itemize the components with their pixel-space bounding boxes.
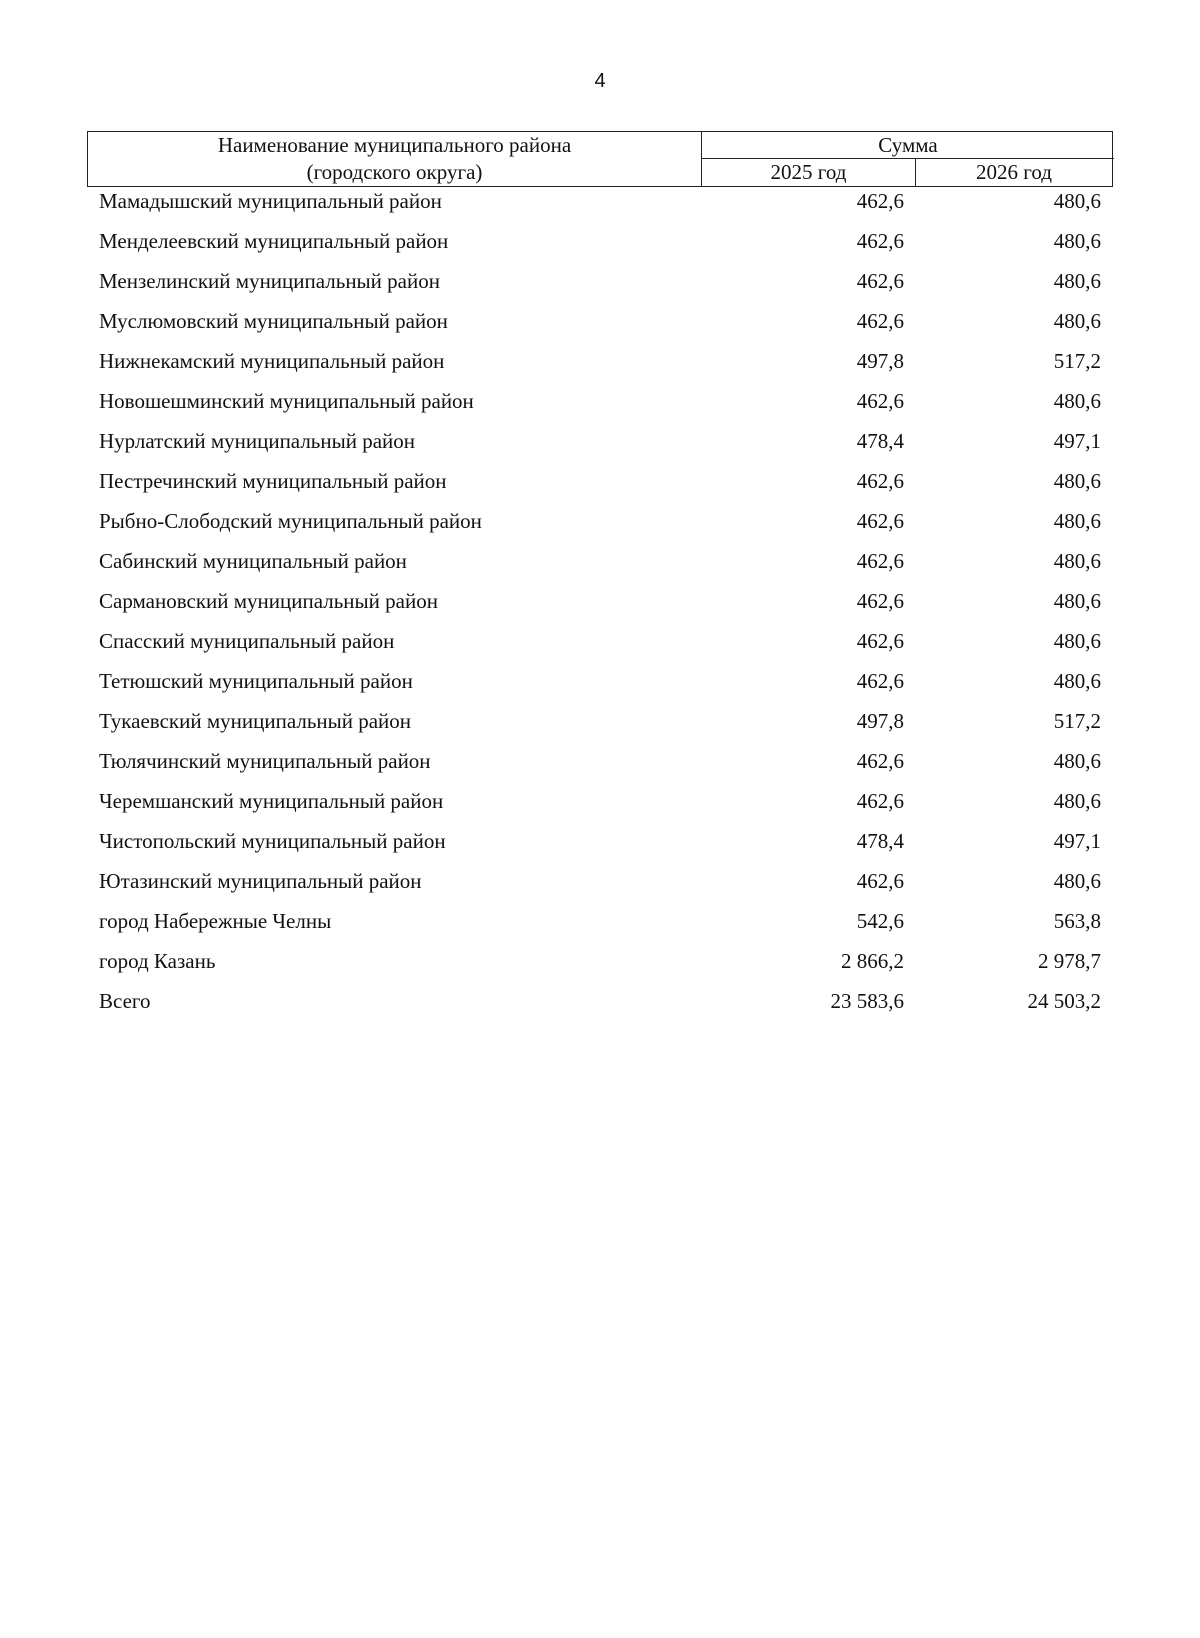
district-name: Рыбно-Слободский муниципальный район <box>99 509 482 533</box>
district-name: Всего <box>99 989 151 1013</box>
amount-2025: 462,6 <box>856 229 904 253</box>
header-year-2025: 2025 год <box>702 159 916 186</box>
amount-2025: 542,6 <box>856 909 904 933</box>
amount-2026: 24 503,2 <box>1027 989 1101 1013</box>
district-name: Пестречинский муниципальный район <box>99 469 447 493</box>
district-name: Сабинский муниципальный район <box>99 549 407 573</box>
amount-2026: 480,6 <box>1053 229 1101 253</box>
amount-2025: 478,4 <box>856 429 904 453</box>
amount-2026: 480,6 <box>1053 189 1101 213</box>
amount-2026: 480,6 <box>1053 749 1101 773</box>
amount-2026: 480,6 <box>1053 309 1101 333</box>
amount-2026: 480,6 <box>1053 869 1101 893</box>
amount-2025: 462,6 <box>856 589 904 613</box>
amount-2025: 462,6 <box>856 789 904 813</box>
district-name: город Набережные Челны <box>99 909 332 933</box>
table-row <box>0 905 1200 945</box>
amount-2026: 517,2 <box>1053 709 1101 733</box>
table-row <box>0 465 1200 505</box>
amount-2026: 497,1 <box>1053 429 1101 453</box>
table-row <box>0 385 1200 425</box>
amount-2025: 462,6 <box>856 269 904 293</box>
district-name: Тукаевский муниципальный район <box>99 709 412 733</box>
amount-2026: 480,6 <box>1053 269 1101 293</box>
district-name: Мензелинский муниципальный район <box>99 269 440 293</box>
amount-2026: 480,6 <box>1053 389 1101 413</box>
amount-2025: 462,6 <box>856 309 904 333</box>
table-row <box>0 945 1200 985</box>
district-name: Чистопольский муниципальный район <box>99 829 446 853</box>
amount-2025: 2 866,2 <box>841 949 904 973</box>
amount-2026: 480,6 <box>1053 669 1101 693</box>
district-name: Нижнекамский муниципальный район <box>99 349 445 373</box>
amount-2025: 462,6 <box>856 469 904 493</box>
amount-2026: 480,6 <box>1053 629 1101 653</box>
table-row <box>0 785 1200 825</box>
amount-2025: 462,6 <box>856 509 904 533</box>
table-row <box>0 705 1200 745</box>
table-row <box>0 345 1200 385</box>
amount-2026: 2 978,7 <box>1038 949 1101 973</box>
district-name: Муслюмовский муниципальный район <box>99 309 448 333</box>
table-row <box>0 985 1200 1025</box>
amount-2026: 563,8 <box>1053 909 1101 933</box>
header-year-2026: 2026 год <box>976 160 1052 184</box>
table-header <box>87 131 1113 187</box>
table-row <box>0 665 1200 705</box>
table-row <box>0 185 1200 225</box>
amount-2026: 480,6 <box>1053 469 1101 493</box>
table-row <box>0 865 1200 905</box>
amount-2026: 480,6 <box>1053 509 1101 533</box>
amount-2025: 23 583,6 <box>830 989 904 1013</box>
header-name-cell <box>88 132 702 186</box>
table-row <box>0 625 1200 665</box>
table-row <box>0 545 1200 585</box>
amount-2025: 462,6 <box>856 549 904 573</box>
table-row <box>0 265 1200 305</box>
table-row <box>0 305 1200 345</box>
district-name: Мамадышский муниципальный район <box>99 189 442 213</box>
amount-2025: 462,6 <box>856 749 904 773</box>
district-name: Менделеевский муниципальный район <box>99 229 449 253</box>
amount-2025: 497,8 <box>856 709 904 733</box>
amount-2026: 480,6 <box>1053 549 1101 573</box>
amount-2026: 497,1 <box>1053 829 1101 853</box>
amount-2025: 462,6 <box>856 629 904 653</box>
header-sum-cell: Сумма <box>702 132 1114 159</box>
amount-2025: 478,4 <box>856 829 904 853</box>
header-name-line1: Наименование муниципального района <box>217 133 572 157</box>
district-name: город Казань <box>99 949 216 973</box>
amount-2025: 462,6 <box>856 669 904 693</box>
amount-2025: 462,6 <box>856 389 904 413</box>
table-row <box>0 225 1200 265</box>
district-name: Нурлатский муниципальный район <box>99 429 416 453</box>
amount-2026: 480,6 <box>1053 789 1101 813</box>
table-row <box>0 425 1200 465</box>
page-number: 4 <box>594 70 606 92</box>
district-name: Новошешминский муниципальный район <box>99 389 474 413</box>
amount-2025: 462,6 <box>856 869 904 893</box>
header-name-line2: (городского округа) <box>306 160 483 184</box>
table-row <box>0 505 1200 545</box>
table-row <box>0 745 1200 785</box>
district-name: Тетюшский муниципальный район <box>99 669 413 693</box>
table-row <box>0 825 1200 865</box>
amount-2026: 480,6 <box>1053 589 1101 613</box>
district-name: Спасский муниципальный район <box>99 629 395 653</box>
district-name: Ютазинский муниципальный район <box>99 869 422 893</box>
table-row <box>0 585 1200 625</box>
district-name: Черемшанский муниципальный район <box>99 789 444 813</box>
district-name: Тюлячинский муниципальный район <box>99 749 431 773</box>
amount-2025: 462,6 <box>856 189 904 213</box>
table-body <box>0 185 1200 1025</box>
amount-2025: 497,8 <box>856 349 904 373</box>
amount-2026: 517,2 <box>1053 349 1101 373</box>
district-name: Сармановский муниципальный район <box>99 589 438 613</box>
